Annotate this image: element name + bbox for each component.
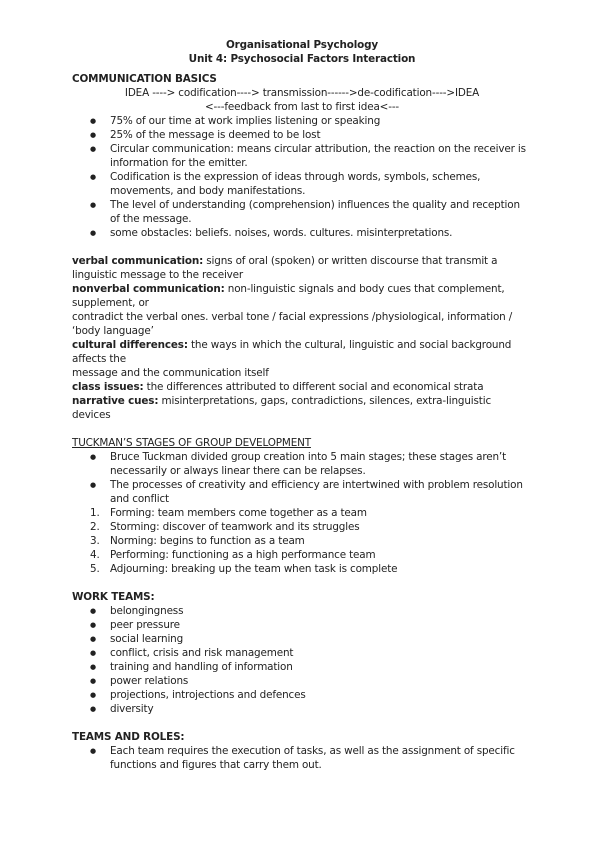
class-issues-definition <box>72 380 532 394</box>
list-item <box>72 520 532 534</box>
spacer <box>72 422 532 436</box>
definition-text: non-linguistic signals and body cues that complement, supplement, or <box>72 283 505 309</box>
communication-heading: COMMUNICATION BASICS <box>72 73 217 85</box>
list-item: ● diversity <box>72 702 532 716</box>
stage-number: 2. <box>90 521 100 533</box>
list-item: ● 75% of our time at work implies listening or speaking <box>72 114 532 128</box>
work-teams-heading: WORK TEAMS: <box>72 591 155 603</box>
list-item <box>72 562 532 576</box>
stage-text: Forming: team members come together as a team <box>110 507 367 519</box>
stage-number: 5. <box>90 563 100 575</box>
verbal-communication-definition <box>72 254 532 282</box>
narrative-cues-definition <box>72 394 532 422</box>
stage-text: Storming: discover of teamwork and its struggles <box>110 521 360 533</box>
stage-number: 3. <box>90 535 100 547</box>
document-page <box>72 38 532 772</box>
list-item: ● Bruce Tuckman divided group creation into 5 main stages; these stages aren’t necessarily or always linear there can be relapses. <box>72 450 532 478</box>
work-teams-list <box>72 604 532 716</box>
tuckman-heading: TUCKMAN’S STAGES OF GROUP DEVELOPMENT <box>72 437 311 449</box>
definition-term: nonverbal communication: <box>72 283 225 295</box>
spacer <box>72 240 532 254</box>
list-item: ● peer pressure <box>72 618 532 632</box>
list-item: ● some obstacles: beliefs. noises, words. cultures. misinterpretations. <box>72 226 532 240</box>
list-item: ● Circular communication: means circular attribution, the reaction on the receiver is information for the emitter. <box>72 142 532 170</box>
definition-text: signs of oral (spoken) or written discourse that transmit a linguistic message to the receiver <box>72 255 498 281</box>
list-item: ● belongingness <box>72 604 532 618</box>
communication-bullet-list <box>72 114 532 240</box>
definition-term: class issues: <box>72 381 144 393</box>
definition-term: cultural differences: <box>72 339 188 351</box>
document-subtitle: Unit 4: Psychosocial Factors Interaction <box>188 53 416 65</box>
list-item: ● Codification is the expression of ideas through words, symbols, schemes, movements, and body manifestations. <box>72 170 532 198</box>
document-title: Organisational Psychology <box>225 39 379 51</box>
stage-number: 4. <box>90 549 100 561</box>
definition-continuation: contradict the verbal ones. verbal tone / facial expressions /physiological, information / ‘body language’ <box>72 311 513 337</box>
stage-text: Performing: functioning as a high performance team <box>110 549 376 561</box>
list-item: ● projections, introjections and defences <box>72 688 532 702</box>
list-item: ● 25% of the message is deemed to be lost <box>72 128 532 142</box>
definition-term: narrative cues: <box>72 395 159 407</box>
list-item: ● conflict, crisis and risk management <box>72 646 532 660</box>
list-item: ● power relations <box>72 674 532 688</box>
cultural-differences-definition <box>72 338 532 366</box>
list-item: ● The level of understanding (comprehension) influences the quality and reception of the message. <box>72 198 532 226</box>
feedback-flow-line: <---feedback from last to first idea<--- <box>204 101 400 113</box>
stage-text: Norming: begins to function as a team <box>110 535 305 547</box>
definition-text: the differences attributed to different social and economical strata <box>143 381 484 393</box>
spacer <box>72 716 532 730</box>
spacer <box>72 576 532 590</box>
nonverbal-communication-definition <box>72 282 532 310</box>
list-item: ● Each team requires the execution of tasks, as well as the assignment of specific functions and figures that carry them out. <box>72 744 532 772</box>
list-item <box>72 534 532 548</box>
definition-term: verbal communication: <box>72 255 204 267</box>
teams-and-roles-list <box>72 744 532 772</box>
list-item: ● The processes of creativity and efficiency are intertwined with problem resolution and conflict <box>72 478 532 506</box>
stage-text: Adjourning: breaking up the team when task is complete <box>110 563 398 575</box>
definition-text: misinterpretations, gaps, contradictions, silences, extra-linguistic devices <box>72 395 492 421</box>
list-item: ● social learning <box>72 632 532 646</box>
list-item: ● training and handling of information <box>72 660 532 674</box>
definition-continuation: message and the communication itself <box>72 367 269 379</box>
list-item <box>72 548 532 562</box>
teams-and-roles-heading: TEAMS AND ROLES: <box>72 731 185 743</box>
tuckman-stage-list <box>72 506 532 576</box>
tuckman-bullet-list <box>72 450 532 506</box>
definition-text: the ways in which the cultural, linguistic and social background affects the <box>72 339 512 365</box>
stage-number: 1. <box>90 507 100 519</box>
communication-flow-line: IDEA ----> codification----> transmission------>de-codification---->IDEA <box>124 87 480 99</box>
list-item <box>72 506 532 520</box>
